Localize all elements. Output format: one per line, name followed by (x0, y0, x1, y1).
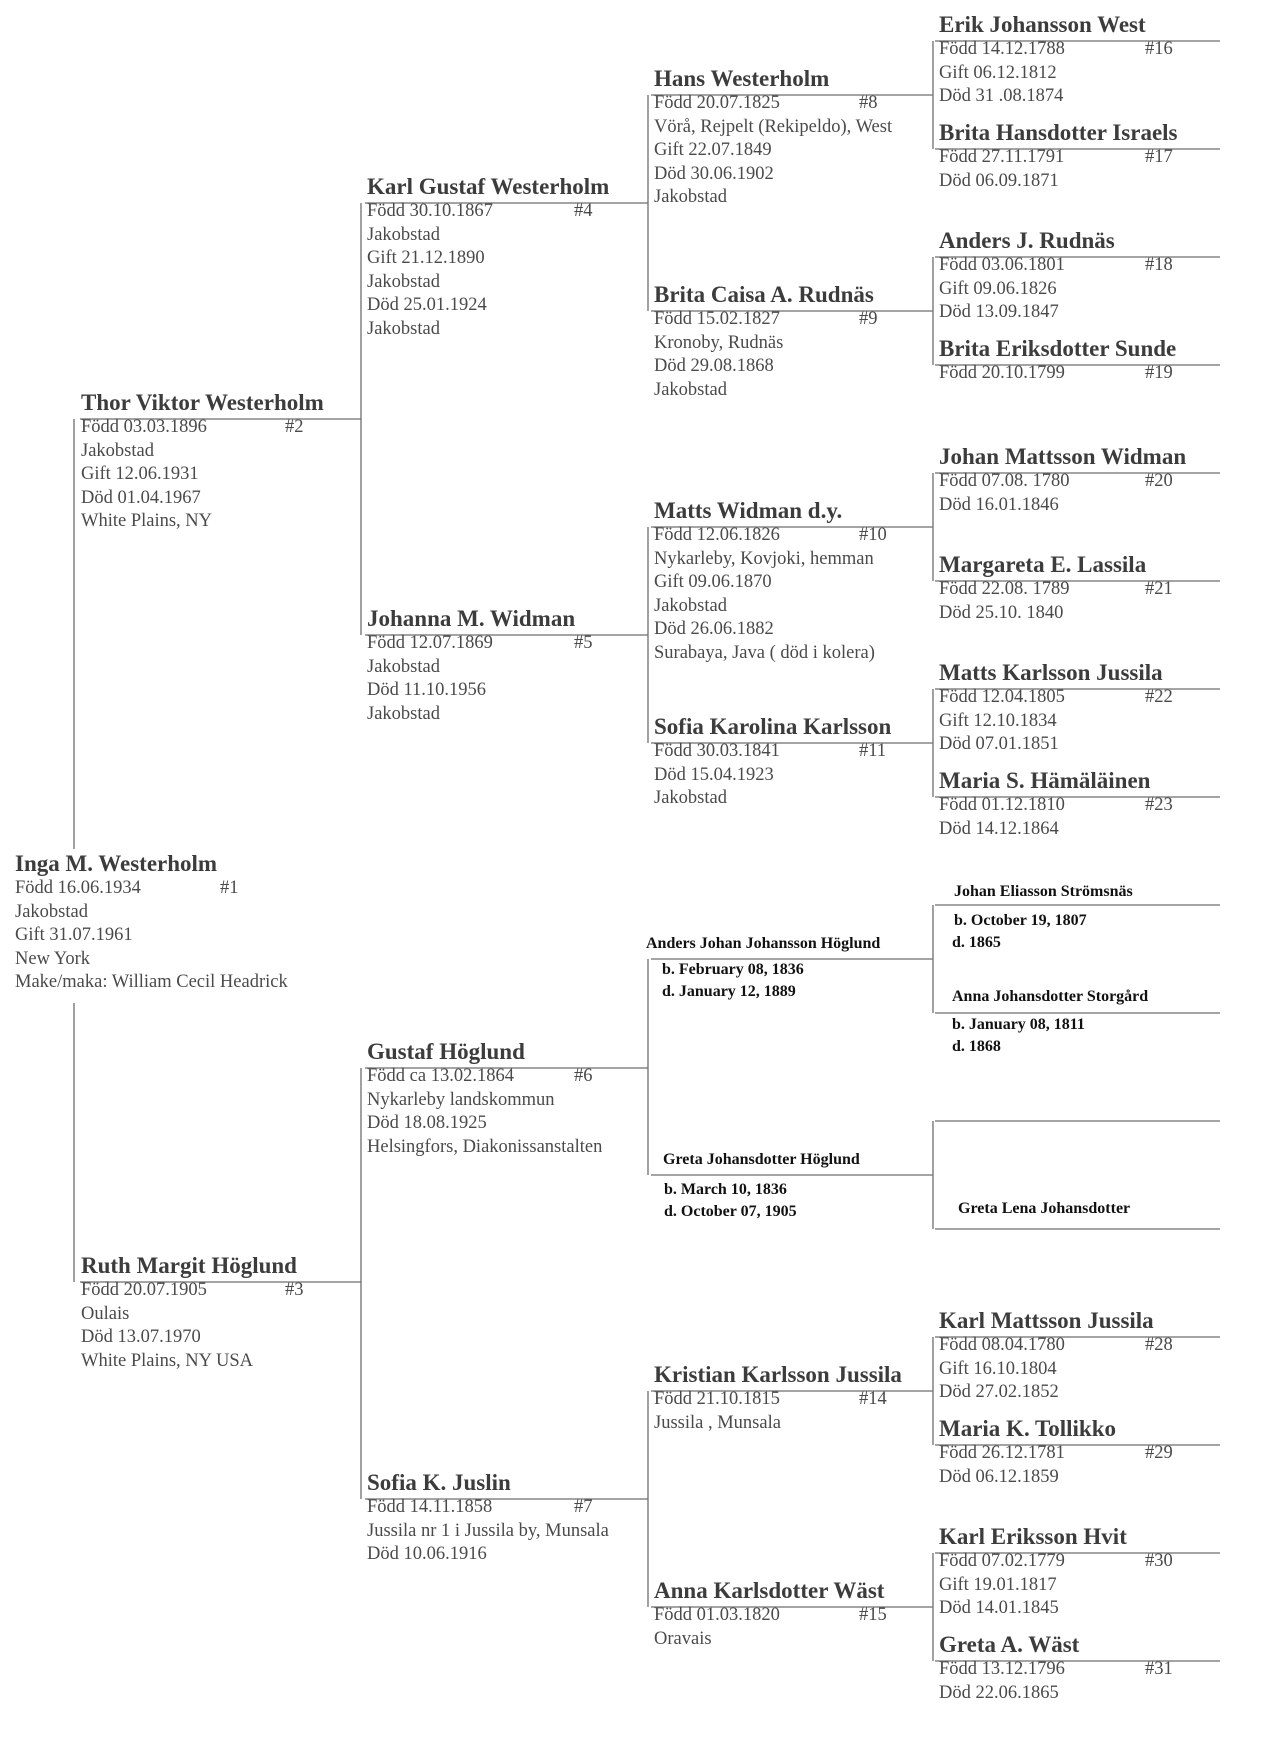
info-line: b. February 08, 1836 (662, 961, 804, 978)
info-line: b. October 19, 1807 (954, 912, 1087, 929)
person-number: #6 (574, 1066, 593, 1086)
info-line: Född 01.12.1810 #23 (939, 794, 1150, 818)
info-line: Född 12.07.1869 #5 (367, 632, 575, 656)
info-line: b. January 08, 1811 (952, 1016, 1085, 1033)
person-5 (367, 606, 593, 726)
info-line: Jakobstad (367, 703, 440, 724)
info-line: Gift 12.10.1834 (939, 710, 1057, 731)
info-line: Död 07.01.1851 (939, 734, 1059, 755)
info-line: d. October 07, 1905 (664, 1203, 797, 1220)
person-name: Margareta E. Lassila (939, 552, 1147, 577)
info-line: White Plains, NY USA (81, 1350, 253, 1371)
info-line: Född 12.06.1826 #10 (654, 524, 875, 548)
person-name: Anna Johansdotter Storgård (952, 988, 1149, 1005)
person-name: Greta Lena Johansdotter (958, 1200, 1131, 1217)
person-name: Anders J. Rudnäs (939, 228, 1115, 253)
info-line: Död 27.02.1852 (939, 1382, 1059, 1403)
info-line: Död 14.01.1845 (939, 1598, 1059, 1619)
person-name: Brita Caisa A. Rudnäs (654, 282, 874, 307)
person-30 (939, 1524, 1173, 1621)
person-name: Kristian Karlsson Jussila (654, 1362, 902, 1387)
info-line: Död 15.04.1923 (654, 764, 774, 785)
info-line: Jakobstad (367, 271, 440, 292)
person-name: Hans Westerholm (654, 66, 830, 91)
info-line: Född 13.12.1796 #31 (939, 1658, 1079, 1682)
info-line: Död 30.06.1902 (654, 163, 774, 184)
info-line: Född 30.03.1841 #11 (654, 740, 891, 764)
person-number: #10 (859, 525, 887, 545)
info-line: Född 26.12.1781 #29 (939, 1442, 1116, 1466)
info-line: Jakobstad (81, 440, 154, 461)
person-17 (939, 120, 1178, 193)
person-number: #17 (1145, 147, 1173, 167)
info-line: d. 1865 (952, 934, 1001, 951)
person-number: #15 (859, 1605, 887, 1625)
info-line: Oravais (654, 1628, 712, 1649)
person-number: #9 (859, 309, 878, 329)
info-line: Jakobstad (367, 318, 440, 339)
info-line: Född 14.12.1788 #16 (939, 38, 1146, 62)
info-line: New York (15, 948, 91, 969)
person-name: Greta A. Wäst (939, 1632, 1080, 1657)
info-line: Gift 06.12.1812 (939, 62, 1057, 83)
person-name: Ruth Margit Höglund (81, 1253, 297, 1278)
person-number: #22 (1145, 687, 1173, 707)
info-line: Död 26.06.1882 (654, 619, 774, 640)
info-line: Död 13.09.1847 (939, 302, 1059, 323)
person-name: Sofia K. Juslin (367, 1470, 511, 1495)
person-28 (939, 1308, 1173, 1405)
person-number: #19 (1145, 363, 1173, 383)
info-line: Död 29.08.1868 (654, 356, 774, 377)
person-number: #30 (1145, 1551, 1173, 1571)
person-name: Gustaf Höglund (367, 1039, 525, 1064)
person-number: #29 (1145, 1443, 1173, 1463)
info-line: Född 20.07.1905 #3 (81, 1279, 297, 1303)
person-number: #3 (285, 1280, 304, 1300)
info-line: Död 06.12.1859 (939, 1466, 1059, 1487)
person-24 (954, 882, 1133, 954)
info-line: Jussila , Munsala (654, 1412, 781, 1433)
info-line: Död 06.09.1871 (939, 170, 1059, 191)
person-19 (939, 336, 1176, 386)
info-line: Död 25.01.1924 (367, 295, 487, 316)
person-name: Matts Widman d.y. (654, 498, 843, 523)
person-8 (654, 66, 892, 210)
person-number: #28 (1145, 1335, 1173, 1355)
info-line: Jakobstad (654, 595, 727, 616)
person-name: Sofia Karolina Karlsson (654, 714, 892, 739)
info-line: Född 16.06.1934 #1 (15, 877, 288, 901)
person-number: #18 (1145, 255, 1173, 275)
person-name: Thor Viktor Westerholm (81, 390, 324, 415)
info-line: Gift 31.07.1961 (15, 925, 133, 946)
info-line: d. January 12, 1889 (662, 983, 796, 1000)
person-20 (939, 444, 1186, 517)
info-line: Gift 19.01.1817 (939, 1574, 1057, 1595)
info-line: Jakobstad (367, 656, 440, 677)
person-number: #16 (1145, 39, 1173, 59)
info-line: Jakobstad (367, 224, 440, 245)
info-line: Född 27.11.1791 #17 (939, 146, 1178, 170)
person-number: #14 (859, 1389, 887, 1409)
info-line: Vörå, Rejpelt (Rekipeldo), West (654, 116, 893, 137)
info-line: Född ca 13.02.1864 #6 (367, 1065, 602, 1089)
person-number: #11 (859, 741, 887, 761)
person-6 (367, 1039, 602, 1159)
info-line: Född 20.10.1799 #19 (939, 362, 1176, 386)
info-line: Död 01.04.1967 (81, 487, 201, 508)
person-9 (654, 282, 878, 402)
info-line: Jakobstad (654, 379, 727, 400)
person-14 (654, 1362, 902, 1435)
info-line: Född 21.10.1815 #14 (654, 1388, 902, 1412)
person-name: Greta Johansdotter Höglund (663, 1151, 860, 1168)
info-line: Gift 09.06.1870 (654, 572, 772, 593)
info-line: Född 12.04.1805 #22 (939, 686, 1163, 710)
info-line: Gift 09.06.1826 (939, 278, 1057, 299)
info-line: Död 25.10. 1840 (939, 602, 1064, 623)
info-line: Född 30.10.1867 #4 (367, 200, 609, 224)
person-name: Brita Eriksdotter Sunde (939, 336, 1177, 361)
person-number: #1 (220, 878, 239, 898)
person-26 (958, 1199, 1130, 1219)
person-number: #20 (1145, 471, 1173, 491)
person-name: Johan Eliasson Strömsnäs (954, 883, 1133, 900)
info-line: Död 13.07.1970 (81, 1327, 201, 1348)
info-line: Oulais (81, 1303, 130, 1324)
person-name: Karl Gustaf Westerholm (367, 174, 610, 199)
person-11 (654, 714, 891, 811)
person-29 (939, 1416, 1173, 1489)
person-name: Maria S. Hämäläinen (939, 768, 1151, 793)
info-line: Död 31 .08.1874 (939, 86, 1064, 107)
info-line: Död 11.10.1956 (367, 680, 487, 701)
person-name: Inga M. Westerholm (15, 851, 218, 876)
person-7 (367, 1470, 609, 1567)
info-line: d. 1868 (952, 1038, 1001, 1055)
person-21 (939, 552, 1173, 625)
info-line: Helsingfors, Diakonissanstalten (367, 1136, 603, 1157)
person-18 (939, 228, 1173, 325)
info-line: Född 20.07.1825 #8 (654, 92, 892, 116)
info-line: Jakobstad (654, 187, 727, 208)
info-line: Nykarleby, Kovjoki, hemman (654, 548, 874, 569)
person-15 (654, 1578, 887, 1651)
info-line: Född 08.04.1780 #28 (939, 1334, 1154, 1358)
info-line: Död 10.06.1916 (367, 1544, 487, 1565)
info-line: Död 14.12.1864 (939, 818, 1059, 839)
person-name: Erik Johansson West (939, 12, 1146, 37)
person-name: Johan Mattsson Widman (939, 444, 1187, 469)
person-name: Brita Hansdotter Israels (939, 120, 1178, 145)
info-line: Född 01.03.1820 #15 (654, 1604, 884, 1628)
info-line: Död 22.06.1865 (939, 1682, 1059, 1703)
person-name: Karl Eriksson Hvit (939, 1524, 1127, 1549)
person-name: Matts Karlsson Jussila (939, 660, 1163, 685)
info-line: Jussila nr 1 i Jussila by, Munsala (367, 1520, 609, 1541)
info-line: Född 14.11.1858 #7 (367, 1496, 609, 1520)
person-16 (939, 12, 1173, 109)
info-line: Gift 12.06.1931 (81, 464, 199, 485)
person-number: #8 (859, 93, 878, 113)
person-name: Maria K. Tollikko (939, 1416, 1117, 1441)
info-line: b. March 10, 1836 (664, 1181, 787, 1198)
person-22 (939, 660, 1173, 757)
info-line: Nykarleby landskommun (367, 1089, 555, 1110)
info-line: Död 16.01.1846 (939, 494, 1059, 515)
info-line: Make/maka: William Cecil Headrick (15, 972, 288, 993)
person-2 (81, 390, 324, 534)
person-number: #5 (574, 633, 593, 653)
info-line: Född 03.03.1896 #2 (81, 416, 324, 440)
info-line: Född 07.02.1779 #30 (939, 1550, 1127, 1574)
info-line: Kronoby, Rudnäs (654, 332, 784, 353)
person-name: Johanna M. Widman (367, 606, 576, 631)
person-number: #21 (1145, 579, 1173, 599)
info-line: Gift 16.10.1804 (939, 1358, 1057, 1379)
info-line: Född 03.06.1801 #18 (939, 254, 1115, 278)
person-10 (654, 498, 887, 666)
person-name: Anna Karlsdotter Wäst (654, 1578, 885, 1603)
info-line: Gift 22.07.1849 (654, 140, 772, 161)
info-line: Gift 21.12.1890 (367, 248, 485, 269)
person-13 (663, 1150, 860, 1223)
info-line: Död 18.08.1925 (367, 1113, 487, 1134)
info-line: Född 15.02.1827 #9 (654, 308, 874, 332)
info-line: Född 22.08. 1789 #21 (939, 578, 1146, 602)
info-line: White Plains, NY (81, 511, 213, 532)
person-number: #23 (1145, 795, 1173, 815)
person-number: #4 (574, 201, 593, 221)
person-1 (15, 851, 288, 995)
person-number: #31 (1145, 1659, 1173, 1679)
person-number: #7 (574, 1497, 593, 1517)
info-line: Jakobstad (654, 788, 727, 809)
person-23 (939, 768, 1173, 841)
person-4 (367, 174, 609, 342)
person-3 (81, 1253, 304, 1373)
person-12 (646, 934, 880, 1003)
person-name: Anders Johan Johansson Höglund (646, 935, 881, 952)
info-line: Född 07.08. 1780 #20 (939, 470, 1186, 494)
person-name: Karl Mattsson Jussila (939, 1308, 1154, 1333)
person-25 (952, 987, 1148, 1058)
person-number: #2 (285, 417, 304, 437)
info-line: Jakobstad (15, 901, 88, 922)
info-line: Surabaya, Java ( död i kolera) (654, 642, 875, 663)
person-31 (939, 1632, 1173, 1705)
